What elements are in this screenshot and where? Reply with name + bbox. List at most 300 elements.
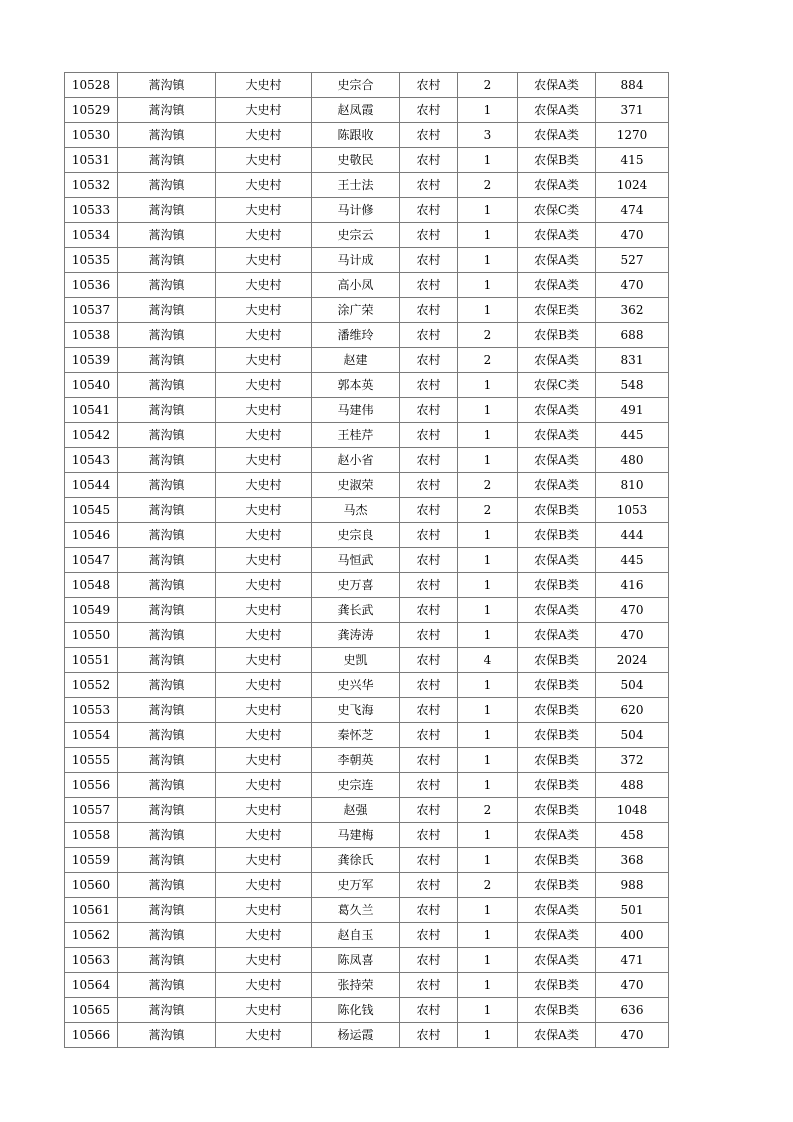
cell-amount: 884 <box>596 73 669 98</box>
cell-name: 史凯 <box>312 648 400 673</box>
cell-name: 赵强 <box>312 798 400 823</box>
cell-count: 2 <box>458 73 518 98</box>
cell-village: 大史村 <box>216 698 312 723</box>
cell-count: 1 <box>458 723 518 748</box>
cell-residence: 农村 <box>400 448 458 473</box>
cell-id: 10543 <box>65 448 118 473</box>
cell-name: 史敬民 <box>312 148 400 173</box>
cell-village: 大史村 <box>216 673 312 698</box>
table-row <box>65 323 669 348</box>
cell-town: 蒿沟镇 <box>118 423 216 448</box>
cell-residence: 农村 <box>400 498 458 523</box>
cell-residence: 农村 <box>400 1023 458 1048</box>
cell-residence: 农村 <box>400 373 458 398</box>
cell-category: 农保B类 <box>518 573 596 598</box>
cell-category: 农保A类 <box>518 448 596 473</box>
cell-count: 1 <box>458 623 518 648</box>
cell-amount: 368 <box>596 848 669 873</box>
cell-category: 农保B类 <box>518 998 596 1023</box>
cell-count: 1 <box>458 523 518 548</box>
cell-village: 大史村 <box>216 773 312 798</box>
cell-residence: 农村 <box>400 973 458 998</box>
cell-count: 1 <box>458 423 518 448</box>
cell-town: 蒿沟镇 <box>118 973 216 998</box>
cell-count: 1 <box>458 598 518 623</box>
cell-town: 蒿沟镇 <box>118 998 216 1023</box>
cell-count: 2 <box>458 473 518 498</box>
cell-count: 1 <box>458 98 518 123</box>
cell-id: 10546 <box>65 523 118 548</box>
cell-amount: 470 <box>596 223 669 248</box>
cell-name: 赵建 <box>312 348 400 373</box>
cell-residence: 农村 <box>400 273 458 298</box>
cell-residence: 农村 <box>400 148 458 173</box>
cell-town: 蒿沟镇 <box>118 548 216 573</box>
cell-village: 大史村 <box>216 973 312 998</box>
cell-name: 史宗合 <box>312 73 400 98</box>
cell-village: 大史村 <box>216 123 312 148</box>
cell-count: 1 <box>458 923 518 948</box>
table-row <box>65 548 669 573</box>
cell-category: 农保B类 <box>518 673 596 698</box>
cell-village: 大史村 <box>216 198 312 223</box>
cell-category: 农保B类 <box>518 698 596 723</box>
cell-count: 1 <box>458 548 518 573</box>
cell-town: 蒿沟镇 <box>118 173 216 198</box>
cell-village: 大史村 <box>216 98 312 123</box>
cell-village: 大史村 <box>216 373 312 398</box>
cell-name: 高小凤 <box>312 273 400 298</box>
cell-amount: 688 <box>596 323 669 348</box>
table-row <box>65 373 669 398</box>
cell-count: 2 <box>458 873 518 898</box>
cell-category: 农保B类 <box>518 848 596 873</box>
cell-amount: 371 <box>596 98 669 123</box>
cell-residence: 农村 <box>400 898 458 923</box>
cell-category: 农保A类 <box>518 398 596 423</box>
cell-amount: 1270 <box>596 123 669 148</box>
cell-id: 10540 <box>65 373 118 398</box>
cell-id: 10539 <box>65 348 118 373</box>
cell-town: 蒿沟镇 <box>118 848 216 873</box>
cell-count: 1 <box>458 773 518 798</box>
table-row <box>65 473 669 498</box>
cell-category: 农保A类 <box>518 598 596 623</box>
cell-id: 10565 <box>65 998 118 1023</box>
cell-id: 10552 <box>65 673 118 698</box>
cell-amount: 416 <box>596 573 669 598</box>
cell-village: 大史村 <box>216 923 312 948</box>
cell-count: 1 <box>458 448 518 473</box>
records-table <box>64 72 669 1048</box>
cell-count: 1 <box>458 948 518 973</box>
cell-town: 蒿沟镇 <box>118 898 216 923</box>
cell-town: 蒿沟镇 <box>118 823 216 848</box>
cell-residence: 农村 <box>400 673 458 698</box>
table-row <box>65 173 669 198</box>
cell-category: 农保A类 <box>518 73 596 98</box>
cell-id: 10561 <box>65 898 118 923</box>
cell-residence: 农村 <box>400 173 458 198</box>
cell-town: 蒿沟镇 <box>118 148 216 173</box>
cell-town: 蒿沟镇 <box>118 748 216 773</box>
cell-village: 大史村 <box>216 273 312 298</box>
cell-count: 1 <box>458 748 518 773</box>
cell-residence: 农村 <box>400 348 458 373</box>
cell-name: 马计修 <box>312 198 400 223</box>
cell-town: 蒿沟镇 <box>118 273 216 298</box>
table-row <box>65 598 669 623</box>
cell-name: 潘维玲 <box>312 323 400 348</box>
cell-town: 蒿沟镇 <box>118 673 216 698</box>
table-row <box>65 248 669 273</box>
cell-category: 农保B类 <box>518 523 596 548</box>
cell-id: 10556 <box>65 773 118 798</box>
cell-village: 大史村 <box>216 348 312 373</box>
cell-amount: 445 <box>596 423 669 448</box>
cell-residence: 农村 <box>400 98 458 123</box>
cell-count: 1 <box>458 223 518 248</box>
cell-name: 史宗连 <box>312 773 400 798</box>
cell-amount: 1024 <box>596 173 669 198</box>
cell-village: 大史村 <box>216 73 312 98</box>
cell-residence: 农村 <box>400 573 458 598</box>
cell-count: 1 <box>458 298 518 323</box>
cell-amount: 445 <box>596 548 669 573</box>
cell-town: 蒿沟镇 <box>118 598 216 623</box>
cell-category: 农保B类 <box>518 973 596 998</box>
cell-residence: 农村 <box>400 773 458 798</box>
cell-count: 2 <box>458 498 518 523</box>
cell-residence: 农村 <box>400 548 458 573</box>
cell-amount: 504 <box>596 723 669 748</box>
cell-town: 蒿沟镇 <box>118 723 216 748</box>
cell-category: 农保A类 <box>518 948 596 973</box>
cell-amount: 415 <box>596 148 669 173</box>
cell-village: 大史村 <box>216 498 312 523</box>
cell-amount: 488 <box>596 773 669 798</box>
cell-village: 大史村 <box>216 173 312 198</box>
cell-town: 蒿沟镇 <box>118 123 216 148</box>
cell-category: 农保A类 <box>518 548 596 573</box>
cell-count: 1 <box>458 1023 518 1048</box>
cell-residence: 农村 <box>400 873 458 898</box>
cell-category: 农保B类 <box>518 748 596 773</box>
cell-town: 蒿沟镇 <box>118 73 216 98</box>
cell-name: 史淑荣 <box>312 473 400 498</box>
cell-village: 大史村 <box>216 898 312 923</box>
cell-amount: 444 <box>596 523 669 548</box>
cell-village: 大史村 <box>216 798 312 823</box>
cell-town: 蒿沟镇 <box>118 1023 216 1048</box>
cell-id: 10542 <box>65 423 118 448</box>
cell-id: 10551 <box>65 648 118 673</box>
cell-name: 赵小省 <box>312 448 400 473</box>
cell-id: 10544 <box>65 473 118 498</box>
table-row <box>65 773 669 798</box>
cell-residence: 农村 <box>400 798 458 823</box>
cell-town: 蒿沟镇 <box>118 223 216 248</box>
cell-category: 农保A类 <box>518 123 596 148</box>
cell-category: 农保B类 <box>518 723 596 748</box>
table-row <box>65 423 669 448</box>
cell-name: 陈凤喜 <box>312 948 400 973</box>
cell-name: 马建伟 <box>312 398 400 423</box>
cell-name: 史兴华 <box>312 673 400 698</box>
cell-name: 葛久兰 <box>312 898 400 923</box>
cell-amount: 2024 <box>596 648 669 673</box>
cell-id: 10560 <box>65 873 118 898</box>
cell-name: 秦怀芝 <box>312 723 400 748</box>
table-row <box>65 523 669 548</box>
cell-name: 龚长武 <box>312 598 400 623</box>
cell-name: 史宗良 <box>312 523 400 548</box>
records-body <box>65 73 669 1048</box>
cell-id: 10563 <box>65 948 118 973</box>
cell-village: 大史村 <box>216 748 312 773</box>
cell-town: 蒿沟镇 <box>118 448 216 473</box>
cell-id: 10537 <box>65 298 118 323</box>
cell-amount: 474 <box>596 198 669 223</box>
cell-count: 1 <box>458 248 518 273</box>
cell-category: 农保C类 <box>518 373 596 398</box>
cell-name: 王士法 <box>312 173 400 198</box>
table-row <box>65 798 669 823</box>
cell-category: 农保B类 <box>518 798 596 823</box>
cell-town: 蒿沟镇 <box>118 98 216 123</box>
cell-residence: 农村 <box>400 923 458 948</box>
cell-id: 10550 <box>65 623 118 648</box>
cell-category: 农保C类 <box>518 198 596 223</box>
cell-residence: 农村 <box>400 598 458 623</box>
cell-name: 史宗云 <box>312 223 400 248</box>
cell-id: 10559 <box>65 848 118 873</box>
cell-residence: 农村 <box>400 423 458 448</box>
cell-town: 蒿沟镇 <box>118 948 216 973</box>
cell-count: 2 <box>458 348 518 373</box>
cell-residence: 农村 <box>400 998 458 1023</box>
cell-count: 1 <box>458 673 518 698</box>
cell-category: 农保B类 <box>518 648 596 673</box>
cell-id: 10547 <box>65 548 118 573</box>
table-row <box>65 148 669 173</box>
cell-residence: 农村 <box>400 748 458 773</box>
cell-residence: 农村 <box>400 198 458 223</box>
cell-town: 蒿沟镇 <box>118 298 216 323</box>
table-row <box>65 223 669 248</box>
table-row <box>65 848 669 873</box>
cell-count: 1 <box>458 698 518 723</box>
cell-name: 涂广荣 <box>312 298 400 323</box>
cell-amount: 636 <box>596 998 669 1023</box>
cell-village: 大史村 <box>216 148 312 173</box>
cell-amount: 470 <box>596 1023 669 1048</box>
cell-residence: 农村 <box>400 948 458 973</box>
cell-id: 10545 <box>65 498 118 523</box>
cell-amount: 470 <box>596 273 669 298</box>
cell-village: 大史村 <box>216 723 312 748</box>
table-row <box>65 698 669 723</box>
cell-amount: 470 <box>596 973 669 998</box>
table-row <box>65 673 669 698</box>
cell-village: 大史村 <box>216 848 312 873</box>
cell-amount: 1048 <box>596 798 669 823</box>
cell-count: 1 <box>458 198 518 223</box>
cell-amount: 471 <box>596 948 669 973</box>
cell-village: 大史村 <box>216 223 312 248</box>
cell-village: 大史村 <box>216 623 312 648</box>
cell-village: 大史村 <box>216 573 312 598</box>
cell-category: 农保B类 <box>518 148 596 173</box>
cell-town: 蒿沟镇 <box>118 623 216 648</box>
cell-count: 3 <box>458 123 518 148</box>
cell-residence: 农村 <box>400 123 458 148</box>
cell-category: 农保A类 <box>518 923 596 948</box>
table-row <box>65 898 669 923</box>
cell-village: 大史村 <box>216 998 312 1023</box>
cell-amount: 527 <box>596 248 669 273</box>
cell-id: 10533 <box>65 198 118 223</box>
cell-village: 大史村 <box>216 298 312 323</box>
cell-count: 1 <box>458 398 518 423</box>
cell-amount: 501 <box>596 898 669 923</box>
table-row <box>65 723 669 748</box>
cell-residence: 农村 <box>400 623 458 648</box>
cell-amount: 831 <box>596 348 669 373</box>
cell-amount: 470 <box>596 623 669 648</box>
cell-count: 1 <box>458 148 518 173</box>
cell-residence: 农村 <box>400 473 458 498</box>
cell-town: 蒿沟镇 <box>118 198 216 223</box>
table-row <box>65 498 669 523</box>
table-row <box>65 748 669 773</box>
table-row <box>65 573 669 598</box>
cell-category: 农保A类 <box>518 898 596 923</box>
cell-residence: 农村 <box>400 848 458 873</box>
cell-category: 农保E类 <box>518 298 596 323</box>
cell-name: 陈化钱 <box>312 998 400 1023</box>
cell-village: 大史村 <box>216 948 312 973</box>
cell-amount: 491 <box>596 398 669 423</box>
table-row <box>65 948 669 973</box>
cell-amount: 810 <box>596 473 669 498</box>
cell-count: 2 <box>458 798 518 823</box>
cell-village: 大史村 <box>216 873 312 898</box>
table-row <box>65 998 669 1023</box>
cell-id: 10564 <box>65 973 118 998</box>
cell-amount: 504 <box>596 673 669 698</box>
cell-name: 史万喜 <box>312 573 400 598</box>
cell-town: 蒿沟镇 <box>118 323 216 348</box>
cell-id: 10528 <box>65 73 118 98</box>
cell-village: 大史村 <box>216 523 312 548</box>
table-row <box>65 98 669 123</box>
cell-count: 2 <box>458 323 518 348</box>
cell-name: 杨运霞 <box>312 1023 400 1048</box>
cell-id: 10535 <box>65 248 118 273</box>
cell-town: 蒿沟镇 <box>118 248 216 273</box>
table-row <box>65 198 669 223</box>
cell-category: 农保A类 <box>518 98 596 123</box>
table-row <box>65 398 669 423</box>
cell-amount: 988 <box>596 873 669 898</box>
table-row <box>65 348 669 373</box>
cell-residence: 农村 <box>400 73 458 98</box>
cell-amount: 1053 <box>596 498 669 523</box>
cell-amount: 458 <box>596 823 669 848</box>
cell-count: 1 <box>458 373 518 398</box>
cell-residence: 农村 <box>400 248 458 273</box>
cell-count: 1 <box>458 898 518 923</box>
cell-category: 农保A类 <box>518 1023 596 1048</box>
cell-village: 大史村 <box>216 248 312 273</box>
cell-count: 4 <box>458 648 518 673</box>
cell-category: 农保A类 <box>518 423 596 448</box>
cell-category: 农保A类 <box>518 223 596 248</box>
cell-residence: 农村 <box>400 323 458 348</box>
cell-category: 农保B类 <box>518 323 596 348</box>
cell-category: 农保A类 <box>518 173 596 198</box>
cell-town: 蒿沟镇 <box>118 773 216 798</box>
cell-village: 大史村 <box>216 1023 312 1048</box>
cell-town: 蒿沟镇 <box>118 573 216 598</box>
cell-amount: 548 <box>596 373 669 398</box>
cell-id: 10531 <box>65 148 118 173</box>
cell-name: 赵凤霞 <box>312 98 400 123</box>
cell-residence: 农村 <box>400 298 458 323</box>
cell-town: 蒿沟镇 <box>118 648 216 673</box>
cell-count: 1 <box>458 848 518 873</box>
cell-town: 蒿沟镇 <box>118 373 216 398</box>
cell-count: 1 <box>458 273 518 298</box>
cell-count: 1 <box>458 973 518 998</box>
cell-id: 10529 <box>65 98 118 123</box>
cell-id: 10562 <box>65 923 118 948</box>
cell-category: 农保B类 <box>518 498 596 523</box>
table-row <box>65 648 669 673</box>
cell-residence: 农村 <box>400 723 458 748</box>
cell-village: 大史村 <box>216 423 312 448</box>
table-row <box>65 448 669 473</box>
cell-category: 农保A类 <box>518 823 596 848</box>
cell-village: 大史村 <box>216 598 312 623</box>
cell-village: 大史村 <box>216 473 312 498</box>
cell-residence: 农村 <box>400 648 458 673</box>
cell-count: 1 <box>458 998 518 1023</box>
cell-id: 10548 <box>65 573 118 598</box>
table-row <box>65 923 669 948</box>
cell-count: 1 <box>458 573 518 598</box>
cell-amount: 372 <box>596 748 669 773</box>
cell-name: 龚徐氏 <box>312 848 400 873</box>
cell-residence: 农村 <box>400 823 458 848</box>
cell-town: 蒿沟镇 <box>118 873 216 898</box>
table-row <box>65 1023 669 1048</box>
cell-town: 蒿沟镇 <box>118 523 216 548</box>
cell-village: 大史村 <box>216 448 312 473</box>
cell-count: 2 <box>458 173 518 198</box>
cell-category: 农保B类 <box>518 873 596 898</box>
cell-category: 农保B类 <box>518 773 596 798</box>
cell-amount: 470 <box>596 598 669 623</box>
cell-name: 马建梅 <box>312 823 400 848</box>
cell-name: 马计成 <box>312 248 400 273</box>
cell-village: 大史村 <box>216 323 312 348</box>
cell-name: 李朝英 <box>312 748 400 773</box>
cell-name: 王桂芹 <box>312 423 400 448</box>
cell-town: 蒿沟镇 <box>118 348 216 373</box>
cell-category: 农保A类 <box>518 248 596 273</box>
